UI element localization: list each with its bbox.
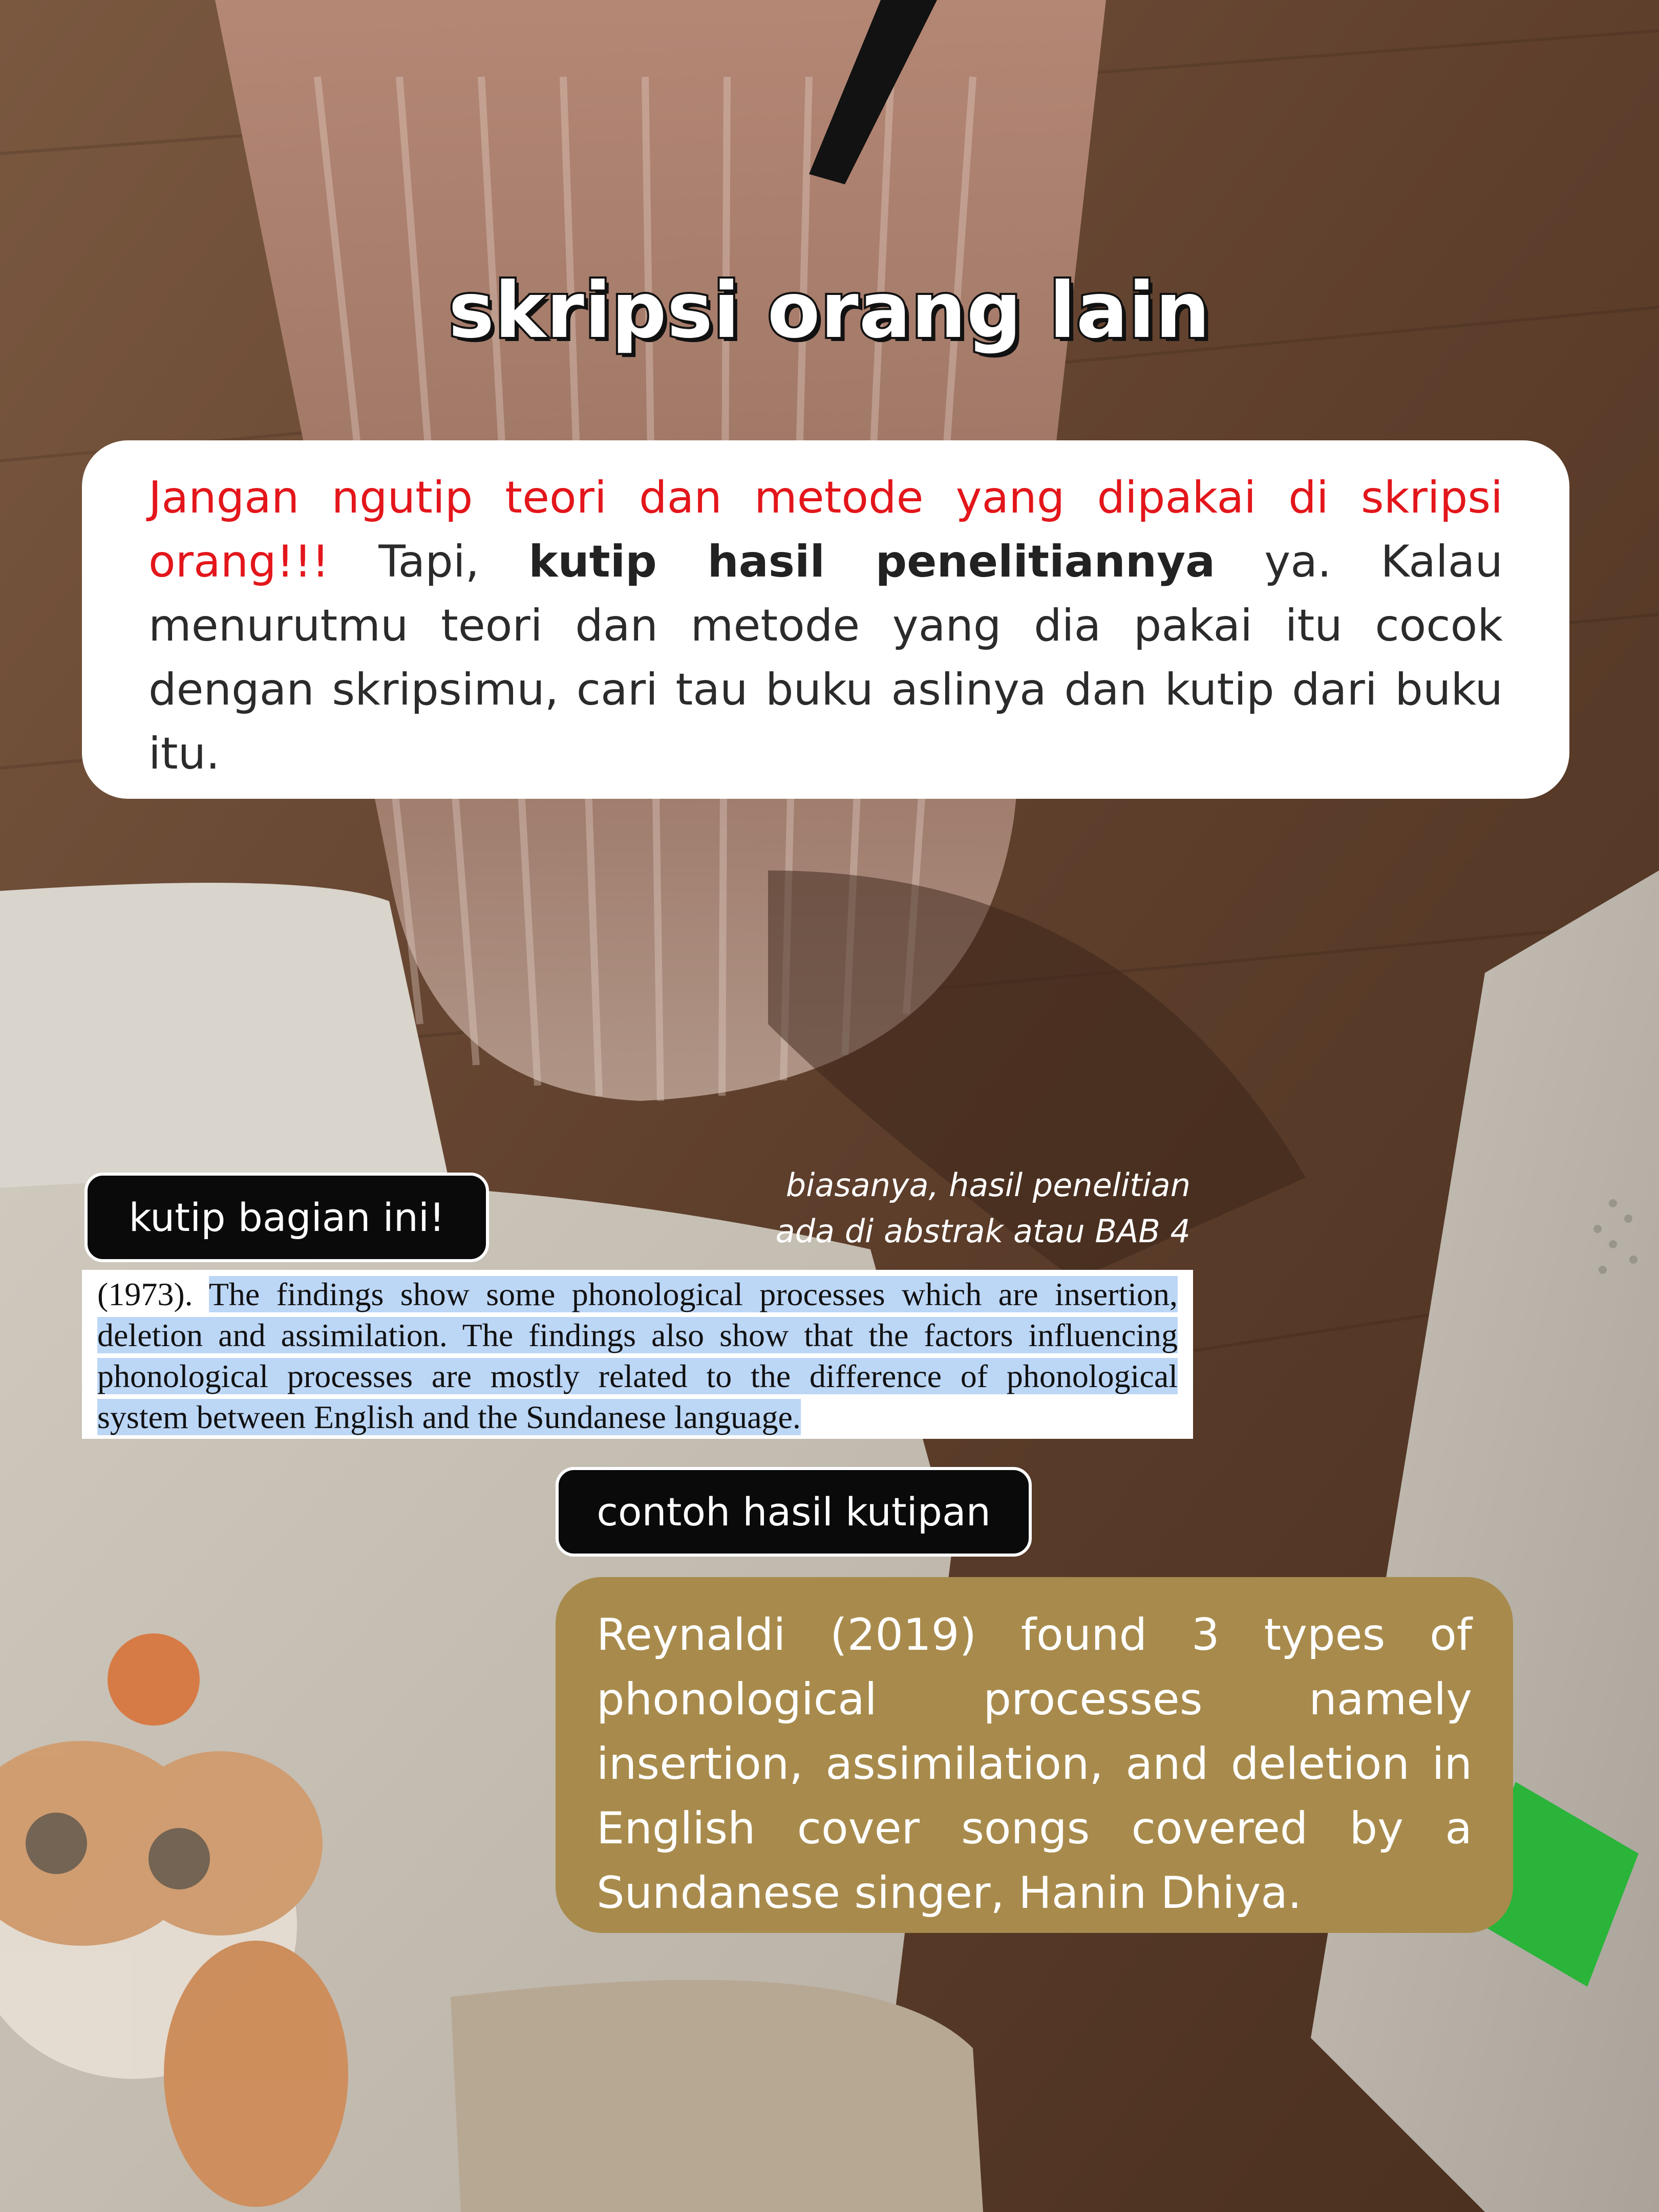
hint-note-line1: biasanya, hasil penelitian: [785, 1166, 1190, 1204]
text-after-emphasis: ya. Kalau menurutmu teori dan metode yang dia pakai itu cocok dengan skripsimu, cari tau buku aslinya dan kutip dari buku itu.: [148, 536, 1503, 779]
label-quote-text: kutip bagian ini!: [129, 1195, 445, 1240]
label-example-text: contoh hasil kutipan: [597, 1489, 991, 1535]
excerpt-highlighted-text: The findings show some phonological processes which are insertion, deletion and assimilation. The findings also show that the factors influencing phonological processes are mostly related to the difference of phonological system between English and the Sundanese language.: [97, 1276, 1178, 1435]
label-quote-pill: [84, 1173, 489, 1262]
info-card: [82, 440, 1569, 799]
emphasis-text: kutip hasil penelitiannya: [528, 536, 1216, 587]
excerpt-prefix: (1973).: [97, 1276, 193, 1312]
label-example-pill: [556, 1467, 1032, 1557]
hint-note-line2: ada di abstrak atau BAB 4: [775, 1213, 1190, 1250]
warning-text: Jangan ngutip teori dan metode yang dipakai di skripsi orang!!!: [148, 472, 1503, 587]
example-citation-text: Reynaldi (2019) found 3 types of phonological processes namely insertion, assimilation, and deletion in English cover songs covered by a Sundanese singer, Hanin Dhiya.: [597, 1609, 1472, 1919]
paper-excerpt: [82, 1270, 1193, 1439]
page-title: skripsi orang lain: [448, 266, 1211, 355]
text-before-emphasis: Tapi,: [378, 536, 480, 587]
example-citation-card: [556, 1577, 1513, 1933]
hint-note: [666, 1162, 1190, 1254]
